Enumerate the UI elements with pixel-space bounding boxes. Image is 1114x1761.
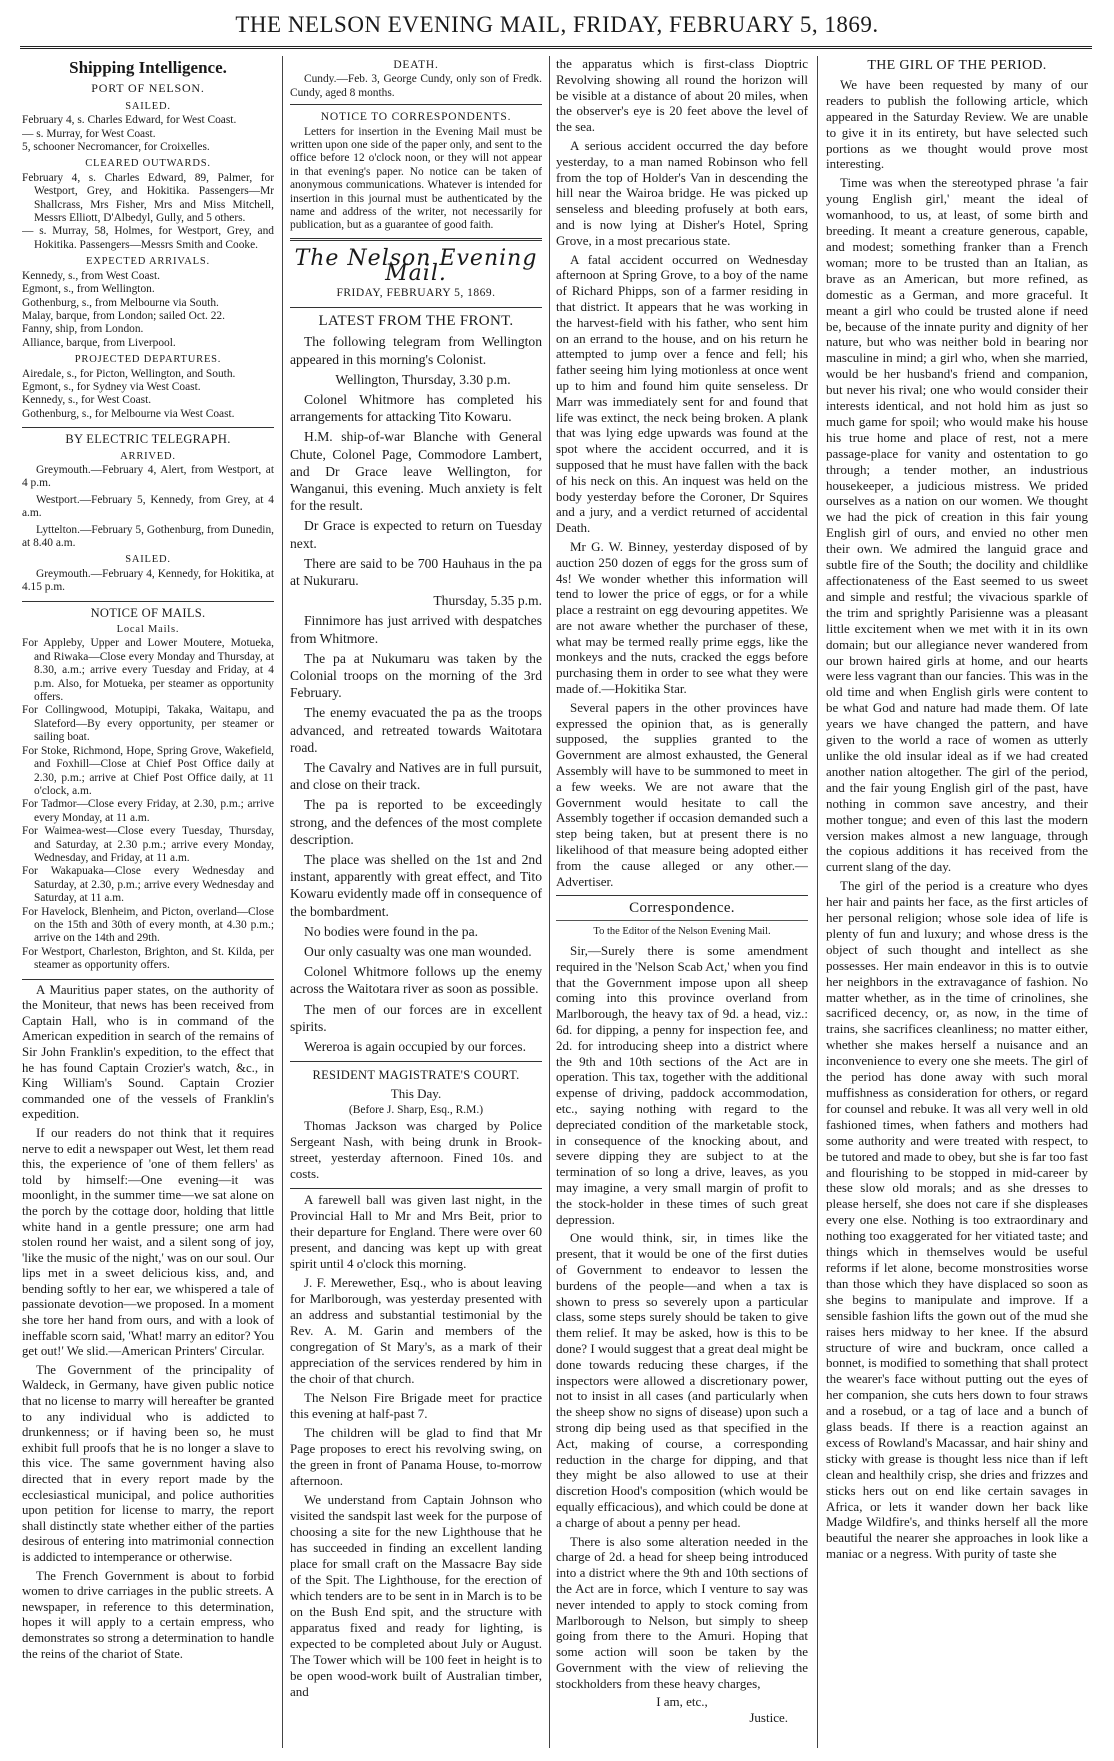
list-item: — s. Murray, 58, Holmes, for Westport, Grey, and Hokitika. Passengers—Messrs Smith and Cooke. bbox=[22, 225, 274, 251]
article-paragraph: We understand from Captain Johnson who visited the sandspit last week for the purpose of choosing a site for the new Lighthouse that he has succeeded in finding an excellent landing place for small craft on the Massacre Bay side of the Spit. The Lighthouse, for the erection of which tenders are to be sent in in March is to be on the Bush End spit, and the structure with apparatus fixed and ready for lighting, is expected to be completed about July or August. The Tower which will be 100 feet in height is to be open wood-work built of Australian timber, and bbox=[290, 1492, 542, 1700]
sailed-heading: SAILED. bbox=[125, 100, 171, 112]
masthead: THE NELSON EVENING MAIL, FRIDAY, FEBRUARY 5, 1869. bbox=[235, 12, 879, 37]
mail-item: For Waimea-west—Close every Tuesday, Thursday, and Saturday, at 2.30 p.m.; arrive every Monday, Wednesday, and Friday, at 11 a.m. bbox=[22, 825, 274, 864]
column-1 bbox=[22, 56, 274, 1748]
article-paragraph: The Government of the principality of Waldeck, in Germany, have given public notice that no license to marry will hereafter be granted to any individual who is addicted to drunkenness; or if having been so, he must exhibit full proofs that he is no longer a slave to this vice. The same government having also directed that in every report made by the ecclesiastical municipal, and police authorities upon petition for license to marry, the report shall distinctly state whether either of the parties desirous of entering into matrimonial connection is addicted to intemperance or otherwise. bbox=[22, 1362, 274, 1564]
shipping-lists bbox=[22, 100, 274, 973]
court-sub: (Before J. Sharp, Esq., R.M.) bbox=[348, 1104, 484, 1117]
letter-paragraph: One would think, sir, in times like the present, that it would be one of the first duties of Government to endeavor to lessen the burdens of the people—and when a tax is shown to press so severely upon a particular class, some steps surely should be taken to give them relief. It may be asked, how is this to be done? I would suggest that a great deal might be done towards reducing these charges, if the inspectors were allowed a discretionary power, not to insist in all cases (and particularly when the sheep show no signs of disease) upon such a strong dip being used as that specified in the Act, making of course, a corresponding reduction in the charge for dipping, and that they might be also allowed to use at their discretion Hood's composition (which would be equally efficacious), and which could be done at a charge of about a penny per head. bbox=[556, 1230, 808, 1530]
front-paragraph: The place was shelled on the 1st and 2nd instant, apparently with great effect, and Tito Kowaru evidently made off in consequence of the bombardment. bbox=[290, 851, 542, 919]
front-paragraph: The pa is reported to be exceedingly strong, and the defences of the most complete description. bbox=[290, 797, 542, 847]
list-item: Airedale, s., for Picton, Wellington, and South. bbox=[22, 367, 236, 380]
letter-signature: Justice. bbox=[749, 1710, 788, 1726]
front-paragraph: Colonel Whitmore follows up the enemy across the Waitotara river as soon as possible. bbox=[290, 964, 542, 997]
mail-item: For Westport, Charleston, Brighton, and St. Kilda, per steamer as opportunity offers. bbox=[22, 945, 274, 972]
paper-date: FRIDAY, FEBRUARY 5, 1869. bbox=[336, 286, 496, 299]
mails-heading: NOTICE OF MAILS. bbox=[90, 605, 206, 620]
front-dateline: Thursday, 5.35 p.m. bbox=[433, 593, 542, 609]
list-item: February 4, s. Charles Edward, 89, Palmer, for Westport, Grey, and Hokitika. Passengers—Mr Shallcrass, Mrs Fisher, Mrs and Miss Mitchell, Messrs Elliott, D'Albedyl, Gully, and 5 others. bbox=[22, 171, 274, 225]
article-paragraph: A farewell ball was given last night, in the Provincial Hall to Mr and Mrs Beit, prior to their departure for England. There were over 60 present, and dancing was kept up with great spirit until 4 o'clock this morning. bbox=[290, 1192, 542, 1272]
masthead-rule bbox=[20, 46, 1092, 49]
column-4 bbox=[826, 56, 1088, 1748]
article-paragraph: The girl of the period is a creature who dyes her hair and paints her face, as the first articles of her personal religion; whose sole idea of life is plenty of fun and luxury; and whose dress is the object of such thought and intellect as she possesses. Her main endeavor in this is to outvie her neighbors in the extravagance of fashion. No matter whether, as in the time of crinolines, she sacrificed decency, or, as now, in the time of trains, she sacrifices cleanliness; no matter either, whether she makes herself a nuisance and an inconvenience to every one she meets. The girl of the period has done away with such moral muffishness as consideration for others, or regard for counsel and rebuke. It was all very well in old fashioned times, when fathers and mothers had some authority and were treated with respect, to be tutored and made to obey, but she is far too fast and flourishing to be stopped in mid-career by these slow old morals; and as she dresses to please herself, she does not care if she displeases every one else. Nothing is too extraordinary and nothing too exaggerated for her vitiated taste; and things which in themselves would be useful reforms if let alone, become monstrosities worse than those which they have displaced so soon as she begins to manipulate and improve. If a sensible fashion lifts the gown out of the mud she raises hers midway to her knee. If the absurd structure of wire and buckram, once called a bonnet, is modified to something that shall protect the wearer's face without putting out the eyes of her companion, she cuts hers down to four straws and a rosebud, or a tag of lace and a bunch of glass beads. If there is a reaction against an excess of Rowland's Macassar, and hair shiny and sticky with grease is thought less nice than if left clean and healthily crisp, she dries and frizzes and sticks hers out on end like certain savages in Africa, or lets it wander down her back like Madge Wildfire's, and thinks herself all the more beautiful the nearer she approaches in look like a maniac or a negress. With purity of taste she bbox=[826, 878, 1088, 1562]
list-item: Greymouth.—February 4, Alert, from Westport, at 4 p.m. bbox=[22, 463, 274, 490]
mail-item: For Collingwood, Motupipi, Takaka, Waitapu, and Slateford—By every opportunity, per steamer or sailing boat. bbox=[22, 704, 274, 744]
girl-heading: THE GIRL OF THE PERIOD. bbox=[867, 58, 1047, 73]
column-2 bbox=[290, 56, 542, 1748]
column-divider bbox=[282, 56, 283, 1748]
list-item: February 4, s. Charles Edward, for West Coast. bbox=[22, 114, 237, 127]
list-item: Kennedy, s., from West Coast. bbox=[22, 269, 160, 282]
correspondence-to: To the Editor of the Nelson Evening Mail. bbox=[556, 920, 808, 940]
shipping-title: Shipping Intelligence. bbox=[69, 58, 227, 77]
mail-item: For Tadmor—Close every Friday, at 2.30, p.m.; arrive every Monday, at 11 a.m. bbox=[22, 798, 274, 824]
list-item: Alliance, barque, from Liverpool. bbox=[22, 336, 176, 349]
letter-paragraph: There is also some alteration needed in the charge of 2d. a head for sheep being introduced into a district where the 9th and 10th sections of the Act are in force, which I venture to say was never intended to apply to stock coming from Marlborough to Nelson, but simply to sheep going from there to the Amuri. Hoping that some action will soon be taken by the Government with the view of relieving the stockholders from these heavy charges, bbox=[556, 1533, 808, 1691]
mail-item: For Havelock, Blenheim, and Picton, overland—Close on the 15th and 30th of every month, at 4.30 p.m.; arrive on the 14th and 29th. bbox=[22, 905, 274, 945]
list-item: Westport.—February 5, Kennedy, from Grey, at 4 a.m. bbox=[22, 493, 274, 520]
mail-item: For Appleby, Upper and Lower Moutere, Motueka, and Riwaka—Close every Monday and Thursday, at 8.30, a.m.; arrive every Tuesday and Friday, at 4 p.m. Also, for Motueka, per steamer as opportunity offers. bbox=[22, 637, 274, 704]
front-paragraph: There are said to be 700 Hauhaus in the pa at Nukuraru. bbox=[290, 555, 542, 588]
front-paragraph: Our only casualty was one man wounded. bbox=[304, 944, 532, 959]
front-heading: LATEST FROM THE FRONT. bbox=[318, 313, 514, 330]
mails-subheading: Local Mails. bbox=[116, 624, 180, 636]
front-paragraph: The enemy evacuated the pa as the troops advanced, and retreated towards Waitotara road. bbox=[290, 705, 542, 755]
list-item: — s. Murray, for West Coast. bbox=[22, 127, 156, 140]
article-paragraph: A fatal accident occurred on Wednesday afternoon at Spring Grove, to a boy of the name of Richard Phipps, son of a farmer residing in that district. It appears that he was working in the harvest-field with his father, who sent him on an errand to the house, and on his return he attempted to jump over a fence and fell; his father seeing him lying motionless at once went up to him and found him quite senseless. Dr Marr was immediately sent for and found that life was extinct, the neck being broken. A plank that was lying edge upwards was found at the spot where the accident occurred, and it is supposed that he must have fallen with the back of his neck on this. An inquest was held on the body yesterday before the Coroner, Dr Squires and a jury, and a verdict returned of accidental Death. bbox=[556, 251, 808, 536]
mail-item: For Stoke, Richmond, Hope, Spring Grove, Wakefield, and Foxhill—Close at Chief Post Office daily at 2.30, p.m.; arrive at Chief Post Office daily, at 11 o'clock, a.m. bbox=[22, 744, 274, 797]
court-heading: RESIDENT MAGISTRATE'S COURT. bbox=[312, 1068, 520, 1083]
front-paragraph: The following telegram from Wellington appeared in this morning's Colonist. bbox=[290, 334, 542, 367]
column-divider bbox=[549, 56, 550, 1748]
front-paragraph: Finnimore has just arrived with despatches from Whitmore. bbox=[290, 613, 542, 646]
front-paragraph: Wereroa is again occupied by our forces. bbox=[304, 1039, 526, 1055]
front-paragraph: The men of our forces are in excellent spirits. bbox=[290, 1001, 542, 1034]
arrivals-heading: EXPECTED ARRIVALS. bbox=[86, 256, 210, 268]
death-notice: Cundy.—Feb. 3, George Cundy, only son of Fredk. Cundy, aged 8 months. bbox=[290, 73, 542, 99]
article-paragraph: Several papers in the other provinces have expressed the opinion that, as is generally supposed, the supplies granted to the Government are almost exhausted, the General Assembly will have to be summoned to meet in a few weeks. We are not aware that the Government would hesitate to call the Assembly together if occasion demanded such a step being taken, but at present there is no likelihood of that measure being adopted either from the cause alleged or any other.—Advertiser. bbox=[556, 699, 808, 889]
list-item: Greymouth.—February 4, Kennedy, for Hokitika, at 4.15 p.m. bbox=[22, 567, 274, 594]
article-paragraph: If our readers do not think that it requires nerve to edit a newspaper out West, let them read this, the experience of 'one of them fellers' as told by himself:—One evening—it was moonlight, in the summer time—we sat alone on the porch by the cottage door, holding that little white hand in a gentle pressure; one arm had stolen round her waist, and a silent song of joy, 'like the music of the night,' was on our soul. Our lips met in a sweet delicious kiss, and, and bending softly to her ear, we whispered a tale of passionate devotion—we proposed. In a moment she tore her hand from ours, and with a look of ineffable scorn said, 'What! marry an editor? You get out!' We slid.—American Printers' Circular. bbox=[22, 1125, 274, 1359]
front-paragraph: H.M. ship-of-war Blanche with General Chute, Colonel Page, Commodore Lambert, and Dr Grace leave Wellington, for Wanganui, this evening. Much anxiety is felt for the result. bbox=[290, 429, 542, 514]
front-paragraph: The Cavalry and Natives are in full pursuit, and close on their track. bbox=[290, 759, 542, 793]
list-item: Egmont, s., from Wellington. bbox=[22, 283, 155, 296]
front-paragraph: Colonel Whitmore has completed his arrangements for attacking Tito Kowaru. bbox=[290, 391, 542, 425]
article-paragraph: The children will be glad to find that Mr Page proposes to erect his revolving swing, on the green in front of Panama House, to-morrow afternoon. bbox=[290, 1425, 542, 1489]
list-item: Egmont, s., for Sydney via West Coast. bbox=[22, 380, 201, 393]
telegraph-heading: BY ELECTRIC TELEGRAPH. bbox=[65, 432, 231, 447]
article-paragraph: Mr G. W. Binney, yesterday disposed of by auction 250 dozen of eggs for the gross sum of 4s! We wonder whether this information will tend to lower the price of eggs, or for a while place a restraint on egg devouring appetites. We are not aware whether the purchaser of these, what may be termed really prime eggs, like the monkeys and the nuts, cracked the eggs before purchasing them in order to see what they were made of.—Hokitika Star. bbox=[556, 538, 808, 697]
article-paragraph: The Nelson Fire Brigade meet for practice this evening at half-past 7. bbox=[290, 1390, 542, 1422]
letter-closing: I am, etc., bbox=[656, 1694, 708, 1710]
list-item: 5, schooner Necromancer, for Croixelles. bbox=[22, 141, 210, 154]
article-paragraph: A serious accident occurred the day before yesterday, to a man named Robinson who fell from the top of Holder's Van in descending the hill near the Wairoa bridge. He was picked up senseless and bleeding profusely at both ears, and is now lying at Disher's Hotel, Spring Grove, in a most precarious state. bbox=[556, 137, 808, 248]
article-paragraph: J. F. Merewether, Esq., who is about leaving for Marlborough, was yesterday presented with an address and substantial testimonial by the Rev. A. M. Garin and members of the congregation of St Mary's, as a mark of their appreciation of the services rendered by him in the choir of that church. bbox=[290, 1275, 542, 1387]
front-paragraph: Dr Grace is expected to return on Tuesday next. bbox=[290, 518, 542, 551]
article-paragraph: Time was when the stereotyped phrase 'a fair young English girl,' meant the ideal of womanhood, to us, at least, of some birth and breeding. It meant a creature generous, capable, and modest; something franker than a French woman; more to be trusted than an Italian, as brave as an American, but more refined, as domestic as a German, and more graceful. It meant a girl who could be trusted alone if need be, because of the innate purity and dignity of her nature, but who was neither bold in bearing nor masculine in mind; a girl who, when she married, would be her husband's friend and companion, but never his rival; one who would consider their interests identical, and not hold him as just so much game for spoil; who would make his house his true home and place of rest, not a mere passage-place for vanity and ostentation to go through; a tender mother, an industrious housekeeper, a judicious mistress. We prided ourselves as a nation on our women. We thought we had the pick of creation in this fair young English girl of ours, and envied no other men their own. We admired the languid grace and subtle fire of the South; the docility and childlike affectionateness of the East seemed to us sweet and simple and restful; the vivacious sparkle of the trim and sprightly Parisienne was a pleasant little excitement when we met with it in its own domain; but our allegiance never wandered from our brown haired girls at home, and our hearts were less vagrant than our fancies. This was in the old time and when English girls were content to be what God and nature had made them. Of late years we have changed the pattern, and have given to the world a race of women as utterly unlike the old insular ideal as if we had created another nation altogether. The girl of the period, and the fair young English girl of the past, have nothing in common save ancestry, and their mother tongue; and even of this last the modern version makes almost a new language, through the copious additions it has received from the current slang of the day. bbox=[826, 175, 1088, 875]
front-paragraph: No bodies were found in the pa. bbox=[304, 923, 479, 939]
tsailed-heading: SAILED. bbox=[125, 554, 171, 566]
port-heading: PORT OF NELSON. bbox=[91, 81, 205, 96]
article-paragraph: the apparatus which is first-class Dioptric Revolving showing all round the horizon will be visible at a distance of about 20 miles, when the observer's eye is 20 feet above the level of the sea. bbox=[556, 56, 808, 135]
list-item: Fanny, ship, from London. bbox=[22, 323, 144, 336]
court-sub: This Day. bbox=[390, 1086, 442, 1102]
paper-title: The Nelson Evening Mail. bbox=[294, 245, 538, 287]
letter-paragraph: Sir,—Surely there is some amendment required in the 'Nelson Scab Act,' when you find that the Government impose upon all sheep coming into this province overland from Marlborough, the heavy tax of 9d. a head, viz.: 6d. for dipping, a penny for inspection fee, and 2d. for introducing sheep into a district where the 9th and 10th sections of the Act are in operation. This tax, together with the additional expense of driving, paddock accommodation, etc., saying nothing with regard to the depreciated condition of the marketable stock, in consequence of the knocking about, and severe dipping they are subject to at the termination of so long a drive, leaves, as you may imagine, a very small margin of profit to the stock-holder in these times of such great depression. bbox=[556, 943, 808, 1227]
court-paragraph: Thomas Jackson was charged by Police Sergeant Nash, with being drunk in Brook-street, yesterday afternoon. Fined 10s. and costs. bbox=[290, 1118, 542, 1182]
article-paragraph: The French Government is about to forbid women to drive carriages in the public streets. A newspaper, in reference to this determination, hopes it will apply to a certain empress, who demonstrates so strong a determination to handle the reins of the chariot of State. bbox=[22, 1568, 274, 1661]
front-paragraph: The pa at Nukumaru was taken by the Colonial troops on the morning of the 3rd February. bbox=[290, 650, 542, 701]
article-paragraph: We have been requested by many of our readers to publish the following article, which appeared in the Saturday Review. We are unable to give it in its entirety, but have selected such portions as we thought would prove most interesting. bbox=[826, 76, 1088, 172]
list-item: Malay, barque, from London; sailed Oct. 22. bbox=[22, 309, 225, 322]
mail-item: For Wakapuaka—Close every Wednesday and Saturday, at 2.30, p.m.; arrive every Wednesday and Saturday, at 11 a.m. bbox=[22, 865, 274, 905]
correspondence-heading: Correspondence. bbox=[629, 900, 735, 917]
list-item: Kennedy, s., for West Coast. bbox=[22, 394, 152, 407]
death-heading: DEATH. bbox=[393, 59, 439, 71]
column-divider bbox=[817, 56, 818, 1748]
column-3 bbox=[556, 56, 808, 1748]
arrived-heading: ARRIVED. bbox=[120, 450, 176, 462]
article-paragraph: A Mauritius paper states, on the authority of the Moniteur, that news has been received from Captain Hall, who is in command of the American expedition in search of the remains of Sir John Franklin's expedition, to the effect that he has found Captain Crozier's watch, &c., in King William's Sound. Captain Crozier commanded one of the vessels of Franklin's expedition. bbox=[22, 982, 274, 1122]
list-item: Gothenburg, s., for Melbourne via West Coast. bbox=[22, 407, 235, 420]
list-item: Lyttelton.—February 5, Gothenburg, from Dunedin, at 8.40 a.m. bbox=[22, 523, 274, 549]
front-dateline: Wellington, Thursday, 3.30 p.m. bbox=[335, 371, 511, 387]
departures-heading: PROJECTED DEPARTURES. bbox=[74, 354, 222, 366]
cleared-heading: CLEARED OUTWARDS. bbox=[85, 158, 211, 170]
correspondents-notice: Letters for insertion in the Evening Mail must be written upon one side of the paper only, and sent to the office before 12 o'clock noon, or they will not appear in that evening's paper. No notice can be taken of anonymous communications. Whatever is intended for insertion in this journal must be authenticated by the name and address of the writer, not necessarily for publication, but as a guarantee of good faith. bbox=[290, 125, 542, 232]
correspondents-heading: NOTICE TO CORRESPONDENTS. bbox=[320, 111, 512, 124]
list-item: Gothenburg, s., from Melbourne via South. bbox=[22, 296, 219, 309]
